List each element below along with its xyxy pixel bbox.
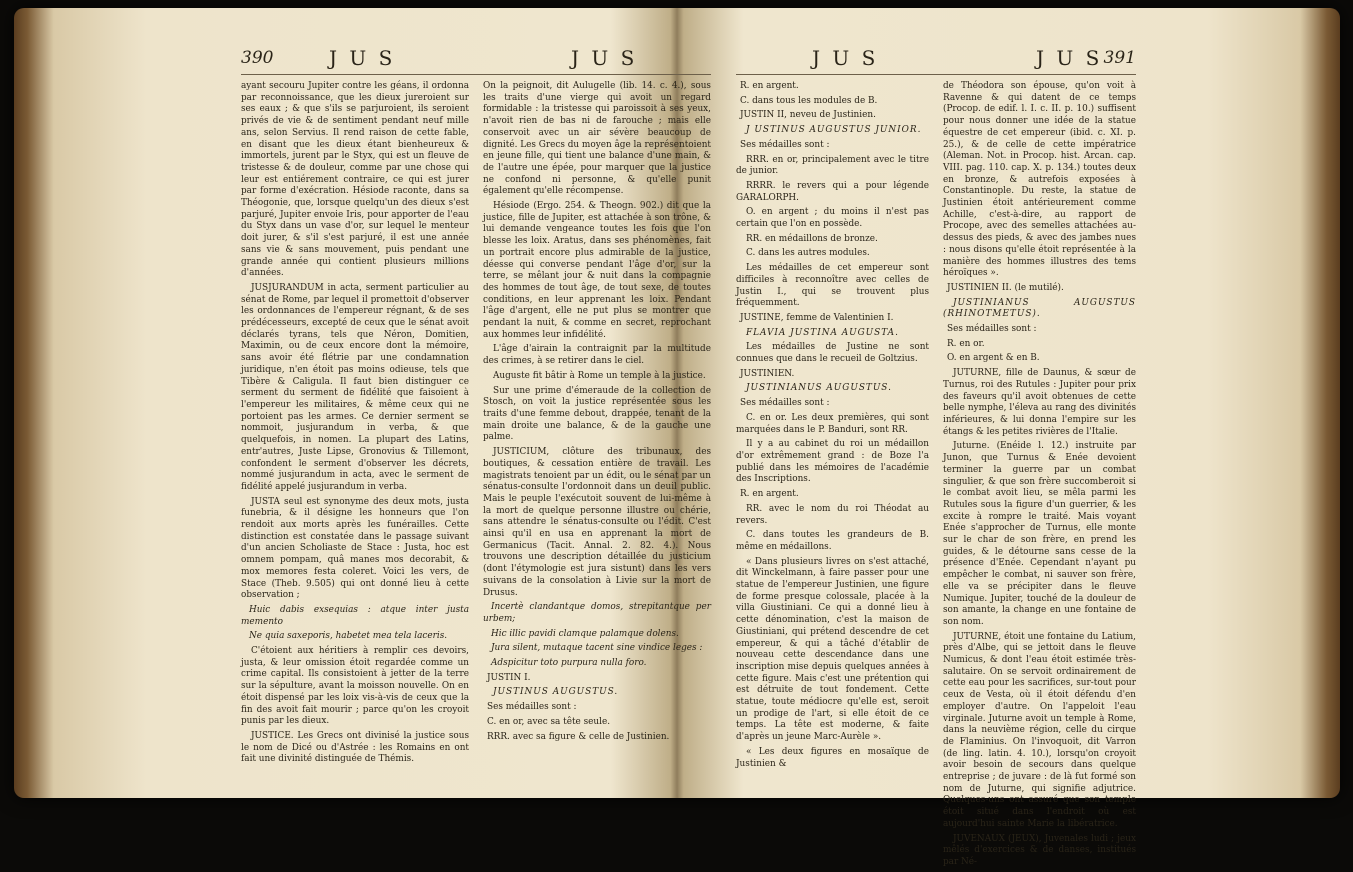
right-running-head (736, 46, 1136, 75)
medal-item: R. en or. (947, 338, 985, 349)
paragraph-medailles-justin: Les médailles de cet empereur sont difficiles à reconnoître avec celles de Justin I., qui se trouvent plus fréquemment. (736, 263, 929, 309)
verse-line: Ne quia saxeporis, habetet mea tela laceris. (249, 631, 448, 642)
medal-item: C. dans tous les modules de B. (740, 95, 878, 106)
entry-jusjurandum: JUSJURANDUM in acta, serment particulier au sénat de Rome, par lequel il promettoit d'observer les ordonnances de l'empereur régnant, & de ses prédécesseurs, excepté de ceux que le sénat avoit déclarés tyrans, tels que Néron, Domitien, Maximin, ou de ceux encore dont la mémoire, sans avoir été flétrie par une condamnation juridique, n'en étoit pas moins odieuse, tels que Tibère & Caligula. Il faut bien distinguer ce serment du serment de fidélité que faisoient à l'empereur les militaires, & même ceux qui ne portoient pas les armes. Ce dernier serment se nommoit, jusjurandum in verba, & que quelquefois, in nomen. La plupart des Latins, entr'autres, Juste Lipse, Gronovius & Tillemont, confondent le serment d'observer les décrets, nommé jusjurandum in acta, avec le serment de fidélité appelé jusjurandum in verba. (241, 282, 469, 492)
entry-justin-1: JUSTIN I. (487, 672, 531, 683)
legend-justinus: JUSTINUS AUGUSTUS. (493, 687, 619, 698)
quote-mosaique: « Les deux figures en mosaïque de Justinien & (736, 746, 929, 769)
left-page-number: 390 (241, 48, 274, 68)
medal-item: C. en or, avec sa tête seule. (487, 716, 611, 727)
paragraph-auguste: Auguste fit bâtir à Rome un temple à la justice. (493, 370, 706, 381)
medal-item: RRR. en or, principalement avec le titre de junior. (736, 154, 929, 177)
paragraph-stosch: Sur une prime d'émeraude de la collection de Stosch, on voit la justice représentée sous les traits d'une femme debout, drappée, tenant de la main droite une balance, & de la gauche une palme. (483, 385, 711, 443)
medal-item: RRR. avec sa figure & celle de Justinien. (487, 731, 670, 742)
paragraph-heritiers: C'étoient aux héritiers à remplir ces devoirs, justa, & leur omission étoit regardée comme un crime capital. Ils consistoient à jetter de la terre sur la sépulture, avant la moisson nouvelle. On en étoit dispensé par les loix vis-à-vis de ceux que la fin des avoit fait mourir ; parce qu'on les croyoit punis par les dieux. (241, 646, 469, 727)
paragraph-theodora: de Théodora son épouse, qu'on voit à Ravenne & qui datent de ce temps (Procop. de edif. l. I. c. II. p. 10.) suffisent pour nous donner une idée de la statue équestre de cet empereur (ibid. c. XI. p. 25.), & de celle de cette impératrice (Aleman. Not. in Procop. hist. Arcan. cap. VIII. pag. 110. cap. X. p. 134.) toutes deux en bronze, & autrefois exposées à Constantinople. Du reste, la statue de Justinien étoit antérieurement comme Achille, c'est-à-dire, au rapport de Procope, avec des semelles attachées au-dessus des pieds, & avec des jambes nues : nous disons qu'elle étoit représentée à la manière des hommes illustres des tems héroïques ». (943, 81, 1136, 279)
medal-list-label: Ses médailles sont : (740, 139, 830, 150)
medal-item: C. dans les autres modules. (746, 248, 870, 259)
verse-line: Hic illic pavidi clamque palamque dolens. (491, 628, 679, 639)
left-head-word-2: J U S (571, 46, 638, 70)
paragraph-aulugelle: On la peignoit, dit Aulugelle (lib. 14. c. 4.), sous les traits d'une vierge qui avoit un regard formidable : la tristesse qui paroissoit à ses yeux, n'avoit rien de bas ni de farouche ; mais elle conservoit avec un air sévère beaucoup de dignité. Les Grecs du moyen âge la représentoient en jeune fille, qui tient une balance d'une main, & de l'autre une épée, pour marquer que la justice ne confond ni personne, & qu'elle punit également qu'elle récompense. (483, 81, 711, 197)
medal-item: R. en argent. (740, 489, 799, 500)
paragraph-hesiode: Hésiode (Ergo. 254. & Theogn. 902.) dit que la justice, fille de Jupiter, est attachée à son trône, & lui demande vengeance toutes les fois que l'on blesse les loix. Aratus, dans ses phénomènes, fait un portrait encore plus admirable de la justice, déesse qui converse pendant l'âge d'or, sur la terre, se mêlant jour & nuit dans la compagnie des hommes de tout âge, de tout sexe, de toutes conditions, en leur apprenant les loix. Pendant l'âge d'argent, elle ne put plus se montrer que pendant la nuit, & comme en secret, reprochant aux hommes leur infidélité. (483, 201, 711, 340)
left-head-word-1: J U S (329, 46, 396, 70)
paragraph-medaillon-or: Il y a au cabinet du roi un médaillon d'or extrêmement grand : de Boze l'a publié dans les mémoires de l'académie des Inscriptions. (736, 439, 929, 485)
medal-list-label: Ses médailles sont : (487, 702, 577, 713)
paragraph-goltzius: Les médailles de Justine ne sont connues que dans le recueil de Goltzius. (736, 342, 929, 365)
legend-justinus-junior: J USTINUS AUGUSTUS JUNIOR. (746, 125, 922, 136)
entry-justinien-2: JUSTINIEN II. (le mutilé). (947, 282, 1064, 293)
medal-item: C. dans toutes les grandeurs de B. même en médaillons. (736, 530, 929, 552)
left-column-2 (483, 81, 711, 769)
right-page (736, 46, 1136, 867)
medal-list-label: Ses médailles sont : (740, 398, 830, 409)
left-running-head (241, 46, 711, 75)
right-column-2 (943, 81, 1136, 872)
medal-item: C. en or. Les deux premières, qui sont marquées dans le P. Banduri, sont RR. (736, 412, 929, 435)
right-page-number: 391 (1103, 48, 1136, 68)
open-book (14, 8, 1340, 867)
entry-justin-2: JUSTIN II, neveu de Justinien. (740, 110, 876, 121)
medal-item: O. en argent ; du moins il n'est pas certain que l'on en possède. (736, 207, 929, 230)
entry-justa: JUSTA seul est synonyme des deux mots, justa funebria, & il désigne les honneurs que l'on rendoit aux morts après les funérailles. Cette distinction est constatée dans le passage suivant d'un ancien Scholiaste de Stace : Justa, hoc est omnem pompam, quâ manes mos decorabit, & mox memores festa coleret. Voici les vers, de Stace (Theb. 9.505) qui ont donné lieu à cette observation ; (241, 496, 469, 601)
medal-item: RRRR. le revers qui a pour légende GARALORPH. (736, 180, 929, 203)
medal-item: RR. avec le nom du roi Théodat au revers. (736, 503, 929, 526)
right-head-word-2: J U S (1036, 46, 1103, 70)
entry-justicium: JUSTICIUM, clôture des tribunaux, des boutiques, & cessation entière de travail. Les magistrats tenoient par un édit, ou le sénat par un sénatus-consulte l'ordonnoit dans un deuil public. Mais le peuple l'exécutoit souvent de lui-même à la mort de quelque personne illustre ou chérie, sans attendre le sénatus-consulte ou l'édit. C'est ainsi qu'il en usa en apprenant la mort de Germanicus (Tacit. Annal. 2. 82. 4.). Nous trouvons une description détaillée du justicium (dont l'étymologie est jura sistunt) dans les vers suivans de la consolation à Livie sur la mort de Drusus. (483, 447, 711, 598)
right-column-1 (736, 81, 929, 872)
verse-line: Huic dabis exsequias : atque inter justa memento (241, 604, 469, 627)
verse-line: Incertè clandantque domos, strepitantque per urbem; (483, 602, 711, 624)
quote-winckelmann: « Dans plusieurs livres on s'est attaché, dit Winckelmann, à faire passer pour une statue de l'empereur Justinien, une figure de forme presque colossale, placée à la villa Giustiniani. Ce qui a donné lieu à cette dénomination, c'est la maison de Giustiniani, qui prétend descendre de cet empereur, & qui a tâché d'établir de nouveau cette descendance dans une inscription mise depuis quelques années à cette figure. Mais c'est une prétention qui est détruite de tout fondement. Cette statue, toute médiocre qu'elle est, seroit un prodige de l'art, si elle étoit de ce temps. La tête est moderne, & faite d'après un jeune Marc-Aurèle ». (736, 556, 929, 743)
right-head-word-1: J U S (812, 46, 879, 70)
legend-rhinotmetus: JUSTINIANUS AUGUSTUS (RHINOTMETUS). (943, 297, 1136, 320)
entry-justine: JUSTINE, femme de Valentinien I. (740, 312, 894, 323)
legend-justinianus: JUSTINIANUS AUGUSTUS. (746, 383, 892, 394)
legend-justina: FLAVIA JUSTINA AUGUSTA. (746, 327, 899, 338)
verse-line: Adspicitur toto purpura nulla foro. (491, 658, 647, 669)
paragraph-age-airain: L'âge d'airain la contraignit par la multitude des crimes, à se retirer dans le ciel. (483, 344, 711, 367)
verse-line: Jura silent, mutaque tacent sine vindice leges : (491, 643, 703, 654)
entry-juturne-fontaine: JUTURNE, étoit une fontaine du Latium, près d'Albe, qui se jettoit dans le fleuve Numicus, & dont l'eau étoit estimée très-salutaire. On se servoit ordinairement de cette eau pour les sacrifices, sur-tout pour ceux de Vesta, où il étoit défendu d'en employer d'autre. On l'appeloit l'eau virginale. Juturne avoit un temple à Rome, dans la neuvième région, celle du cirque de Flaminius. On l'invoquoit, dit Varron (de ling. latin. 4. 10.), lorsqu'on croyoit avoir besoin de secours dans quelque entreprise ; de juvare : de là fut formé son nom de Juturne, qui signifie adjutrice. Quelques-uns ont assuré que son temple étoit situé dans l'endroit où est aujourd'hui sainte Marie la libératrice. (943, 631, 1136, 829)
paragraph-styx: ayant secouru Jupiter contre les géans, il ordonna par reconnoissance, que les dieux jureroient sur ses eaux ; & que s'ils se parjuroient, ils seroient privés de vie & de sentiment pendant neuf mille ans, selon Servius. Il rend raison de cette fable, en disant que les dieux étant bienheureux & immortels, jurent par le Styx, qui est un fleuve de tristesse & de douleur, comme par une chose qui leur est entiérement contraire, ce qui est jurer par forme d'exécration. Hésiode raconte, dans sa Théogonie, que, lorsque quelqu'un des dieux s'est parjuré, Jupiter envoie Iris, pour apporter de l'eau du Styx dans un vase d'or, sur lequel le menteur doit jurer, & s'il s'est parjuré, il est une année sans vie & sans mouvement, puis pendant une grande année qui contient plusieurs millions d'années. (241, 81, 469, 279)
entry-justice: JUSTICE. Les Grecs ont divinisé la justice sous le nom de Dicé ou d'Astrée : les Romains en ont fait une divinité distinguée de Thémis. (241, 730, 469, 765)
left-column-1 (241, 81, 469, 769)
paragraph-eneide: Juturne. (Enéide l. 12.) instruite par Junon, que Turnus & Enée devoient terminer la guerre par un combat singulier, & que son frère succomberoit si le combat avoit lieu, se mêla parmi les Rutules sous la figure d'un guerrier, & les excite à rompre le traité. Mais voyant Enée s'approcher de Turnus, elle monte sur le char de son frère, en prend les guides, & le détourne sans cesse de la présence d'Enée. Cependant n'ayant pu empêcher le combat, ni sauver son frère, elle va se précipiter dans le fleuve Numique. Jupiter, touché de la douleur de son amante, la change en une fontaine de son nom. (943, 441, 1136, 627)
left-page (241, 46, 711, 786)
entry-justinien: JUSTINIEN. (740, 368, 795, 379)
entry-juvenaux: JUVENAUX (JEUX), Juvenales ludi ; jeux mêlés d'exercices & de danses, institués par Né- (943, 833, 1136, 867)
medal-item: RR. en médaillons de bronze. (746, 233, 878, 244)
medal-item: O. en argent & en B. (947, 353, 1040, 364)
entry-juturne: JUTURNE, fille de Daunus, & sœur de Turnus, roi des Rutules : Jupiter pour prix des faveurs qu'il avoit obtenues de cette belle nymphe, l'éleva au rang des divinités inférieures, & lui donna l'empire sur les étangs & les petites rivières de l'Italie. (943, 368, 1136, 437)
medal-list-label: Ses médailles sont : (947, 324, 1037, 335)
medal-item: R. en argent. (740, 81, 799, 91)
